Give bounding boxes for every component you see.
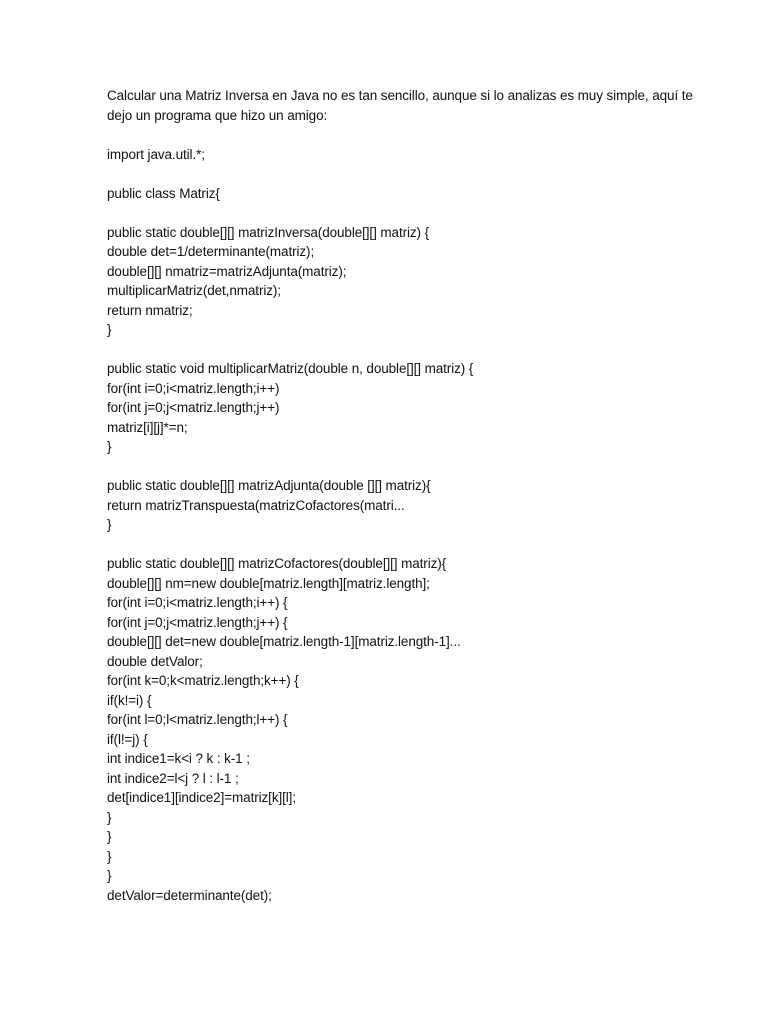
code-line: public static double[][] matrizCofactores(double[][] matriz){ [107,556,447,571]
code-line: import java.util.*; [107,146,205,162]
intro-paragraph: Calcular una Matriz Inversa en Java no es tan sencillo, aunque si lo analizas es muy simple, aquí te dejo un programa que hizo un amigo: [107,88,693,123]
blank-line [107,203,707,223]
code-line: double[][] nmatriz=matrizAdjunta(matriz); [107,263,347,279]
code-line: } [107,848,112,864]
code-line: int indice2=l<j ? l : l-1 ; [107,770,239,786]
code-line: } [107,322,112,337]
code-line: double det=1/determinante(matriz); [107,244,315,259]
code-line: public static void multiplicarMatriz(double n, double[][] matriz) { [107,361,474,376]
code-line: for(int j=0;j<matriz.length;j++) { [107,614,288,630]
code-line: det[indice1][indice2]=matriz[k][l]; [107,790,296,805]
code-line: } [107,868,112,883]
blank-line [107,535,707,555]
code-line: for(int k=0;k<matriz.length;k++) { [107,673,299,688]
code-line: double[][] nm=new double[matriz.length][matriz.length]; [107,575,430,591]
code-line: public static double[][] matrizInversa(double[][] matriz) { [107,224,429,240]
blank-line [107,340,707,360]
code-line: public class Matriz{ [107,185,220,201]
code-line: double detValor; [107,653,203,669]
code-line: } [107,829,112,844]
code-line: public static double[][] matrizAdjunta(double [][] matriz){ [107,478,431,493]
document-page [107,86,707,905]
code-line: for(int i=0;i<matriz.length;i++) { [107,595,288,610]
code-line: detValor=determinante(det); [107,887,272,903]
code-line: return nmatriz; [107,302,193,318]
code-line: } [107,517,112,532]
code-line: } [107,809,112,825]
code-block [107,145,707,906]
code-line: matriz[i][j]*=n; [107,419,188,435]
code-line: for(int l=0;l<matriz.length;l++) { [107,712,288,727]
code-line: if(k!=i) { [107,692,152,708]
code-line: return matrizTranspuesta(matrizCofactores(matri... [107,497,405,513]
code-line: } [107,439,112,454]
blank-line [107,457,707,477]
blank-line [107,164,707,184]
code-line: double[][] det=new double[matriz.length-1][matriz.length-1]... [107,634,461,649]
code-line: multiplicarMatriz(det,nmatriz); [107,283,281,298]
code-line: for(int j=0;j<matriz.length;j++) [107,400,280,415]
code-line: for(int i=0;i<matriz.length;i++) [107,380,280,396]
code-line: int indice1=k<i ? k : k-1 ; [107,751,250,766]
code-line: if(l!=j) { [107,731,148,747]
